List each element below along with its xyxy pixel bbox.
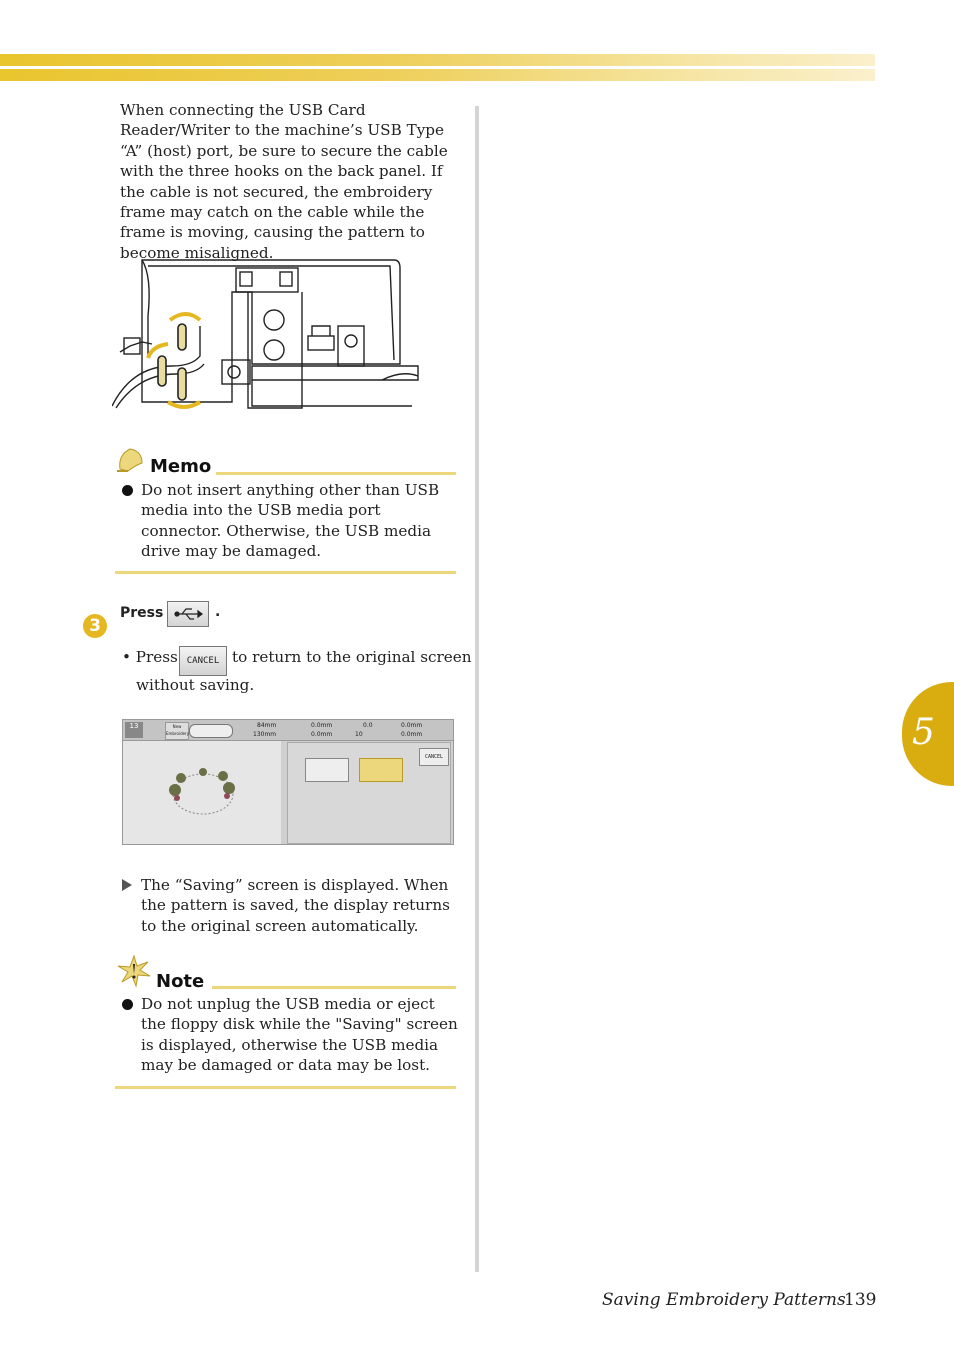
sub-instruction-text: to return to the original screen: [232, 648, 472, 666]
chapter-number: 5: [912, 712, 935, 753]
intro-paragraph: When connecting the USB Card Reader/Writer to the machine’s USB Type “A” (host) port, be sure to secure the cable with the three hooks on the back panel. If the cable is not secured, the embroidery frame may catch on the cable while the frame is moving, causing the pattern to become misaligned.: [120, 101, 448, 262]
press-label: Press: [120, 605, 164, 621]
memo-title: Memo: [150, 456, 212, 477]
footer-section-title: Saving Embroidery Patterns: [602, 1290, 846, 1310]
dim-height: 130mm: [253, 731, 277, 738]
usb-icon: [168, 602, 208, 626]
frame-selector[interactable]: [189, 724, 233, 738]
back-panel-illustration: [112, 256, 422, 412]
bullet-triangle-icon: [122, 879, 132, 891]
machine-screen: [122, 719, 454, 845]
readout-2: 0.0mm: [311, 731, 333, 738]
memo-bullet-dot: [122, 485, 133, 496]
note-bullet-dot: [122, 999, 133, 1010]
dim-width: 84mm: [257, 722, 277, 729]
note-top-rule: [212, 986, 456, 989]
header-band-top: [0, 54, 875, 66]
memo-top-rule: [216, 472, 456, 475]
embroidery-wreath: [167, 766, 239, 818]
memo-bell-icon: [114, 445, 146, 475]
screen-cancel-button[interactable]: CANCEL: [419, 748, 449, 766]
result-text: The “Saving” screen is displayed. When the pattern is saved, the display returns to the original screen automatically.: [141, 876, 450, 935]
note-title: Note: [156, 971, 205, 992]
readout-1: 0.0mm: [311, 722, 333, 729]
header-band-bottom: [0, 69, 875, 81]
screen-counter: 13: [125, 722, 143, 738]
sub-press-label: • Press: [122, 648, 178, 666]
memo-bullet-text: Do not insert anything other than USB media into the USB media port connector. Otherwise, the USB media drive may be damaged.: [141, 481, 440, 561]
press-period: .: [215, 604, 221, 620]
cancel-button[interactable]: CANCEL: [179, 646, 227, 676]
page-number: 139: [844, 1290, 877, 1310]
step-number-3: 3: [83, 614, 107, 638]
note-star-icon: [116, 954, 152, 988]
note-bottom-rule: [115, 1086, 456, 1089]
usb-button[interactable]: [167, 601, 209, 627]
readout-5: 0.0mm: [401, 722, 423, 729]
screen-usb-button[interactable]: [359, 758, 403, 782]
column-divider: [475, 106, 479, 1272]
new-embroidery-button[interactable]: New Embroidery: [165, 722, 189, 740]
memo-bottom-rule: [115, 571, 456, 574]
sub-instruction-text-2: without saving.: [136, 676, 255, 694]
readout-4: 10: [355, 731, 363, 738]
readout-3: 0.0: [363, 722, 373, 729]
readout-6: 0.0mm: [401, 731, 423, 738]
note-bullet-text: Do not unplug the USB media or eject the floppy disk while the "Saving" screen is displayed, otherwise the USB media may be damaged or data may be lost.: [141, 995, 458, 1075]
machine-memory-button[interactable]: [305, 758, 349, 782]
